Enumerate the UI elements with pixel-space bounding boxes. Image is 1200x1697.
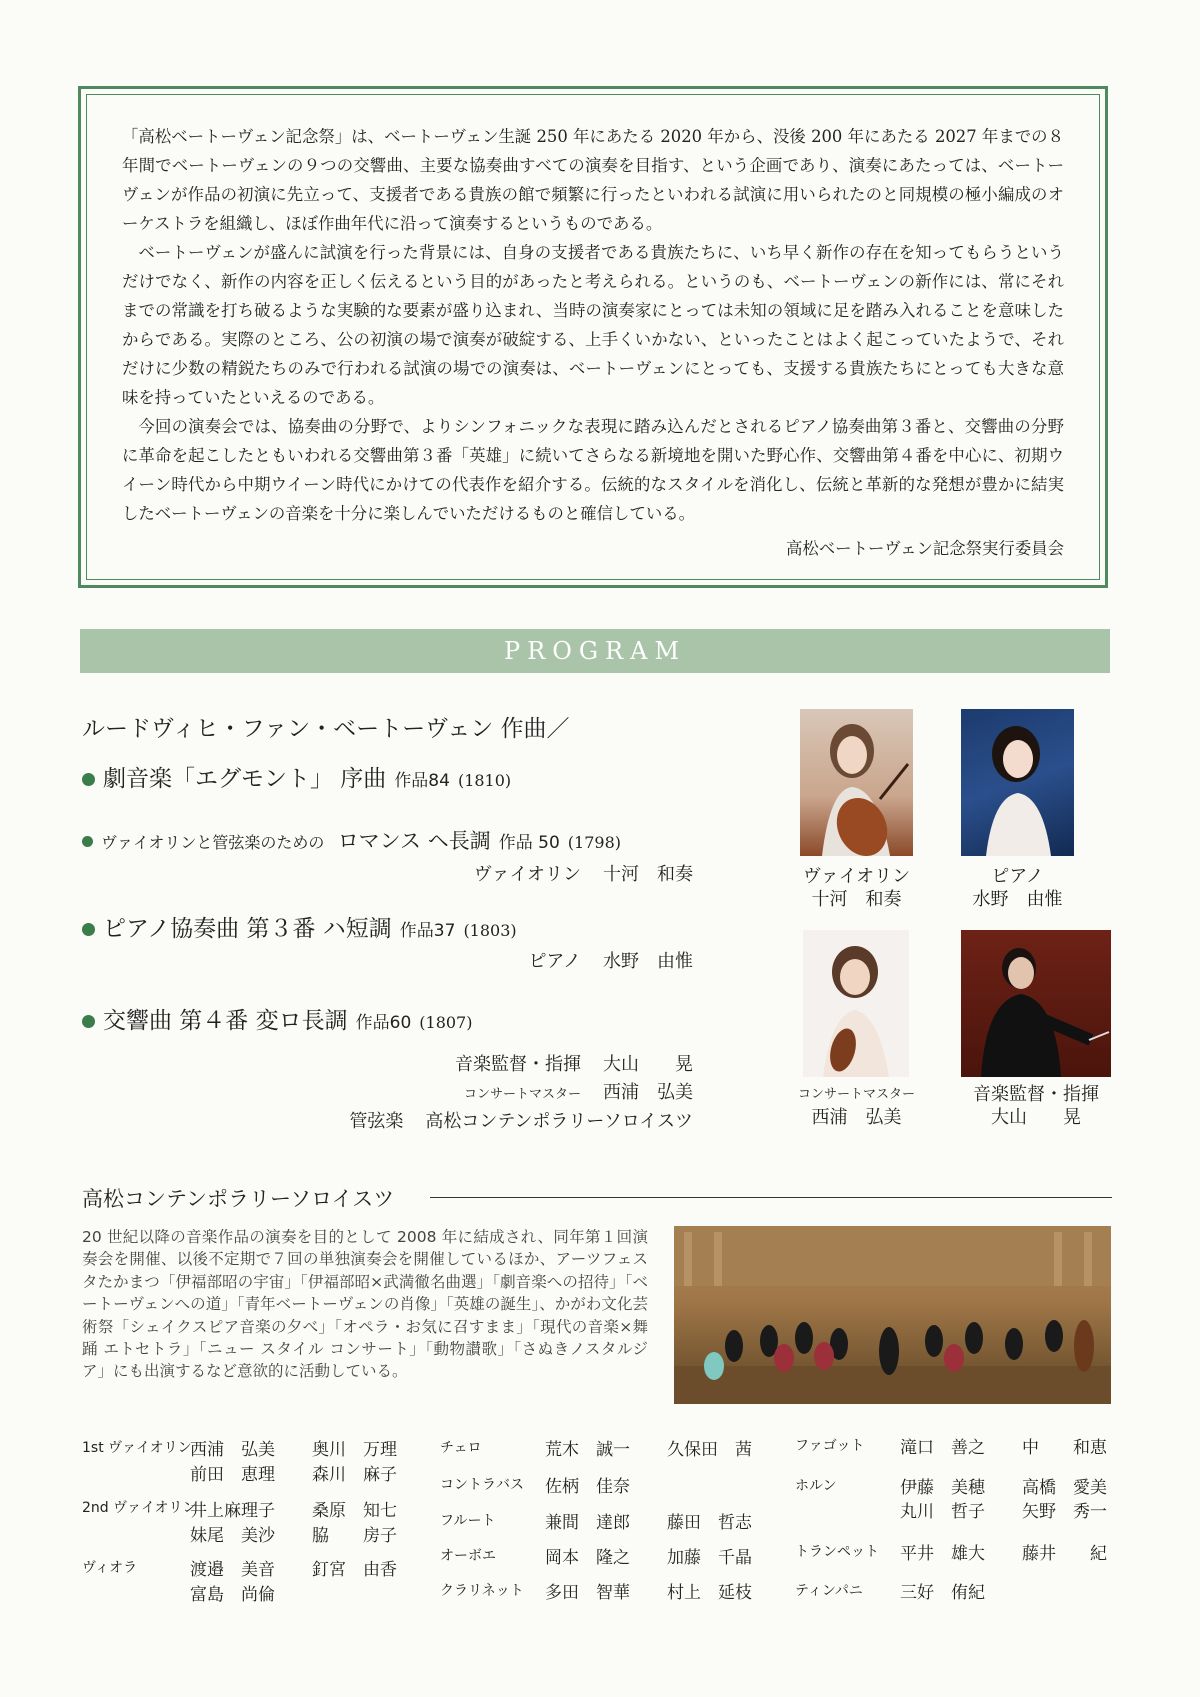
roster-label-oboe: オーボエ (440, 1548, 496, 1564)
caption-role: ヴァイオリン (802, 866, 911, 887)
intro-paragraph: ベートーヴェンが盛んに試演を行った背景には、自身の支援者である貴族たちに、いち早く新作の存在を知ってもらうというだけでなく、新作の内容を正しく伝えるという目的があったと考えられる。というのも、ベートーヴェンの新作には、常にそれまでの常識を打ち破るような実験的な要素が盛り込まれ、当時の演奏家にとっては未知の領域に足を踏み入れることを意味したからである。実際のところ、公の初演の場で演奏が破綻する、上手くいかない、といったことはよく起こっていたようで、それだけに少数の精鋭たちのみで行われる試演の場での演奏は、ベートーヴェンにとっても、支援する貴族たちにとっても大きな意味を持っていたといえるのである。 (122, 243, 1064, 407)
roster-member: 三好 侑紀 (900, 1583, 985, 1603)
performer-role: 管弦楽 (349, 1111, 404, 1132)
intro-paragraph: 「高松ベートーヴェン記念祭」は、ベートーヴェン生誕 250 年にあたる 2020 年から、没後 200 年にあたる 2027 年までの８年間でベートーヴェンの９つの交響曲、主要な協奏曲すべての演奏を目指す、という企画であり、演奏にあたっては、ベートーヴェンが作品の初演に先立って、支援者である貴族の館で頻繁に行ったといわれる試演に用いられたのと同規模の極小編成のオーケストラを組織し、ほぼ作曲年代に沿って演奏するというものである。 (122, 127, 1064, 233)
roster-member: 西浦 弘美 (190, 1440, 275, 1460)
program-piece-romance (82, 825, 621, 855)
roster-label-trumpet: トランペット (795, 1544, 879, 1560)
bullet-icon (82, 773, 95, 786)
roster-member: 森川 麻子 (312, 1465, 397, 1485)
program-piece-piano-concerto (82, 910, 517, 943)
bullet-icon (82, 836, 93, 847)
concertmaster-caption (790, 1083, 923, 1129)
roster-member: 脇 房子 (312, 1526, 397, 1546)
caption-name: 十河 和奏 (811, 889, 902, 910)
performer-concertmaster (464, 1078, 693, 1104)
performer-role: ピアノ (528, 951, 581, 972)
performer-role: ヴァイオリン (473, 864, 581, 885)
violinist-photo (800, 709, 913, 856)
roster-member: 藤井 紀 (1022, 1544, 1107, 1564)
roster-label-fagotto: ファゴット (795, 1438, 865, 1454)
roster-label-2nd-violin: 2nd ヴァイオリン (82, 1500, 197, 1516)
roster-label-contrabass: コントラバス (440, 1477, 524, 1493)
performer-conductor (455, 1050, 693, 1076)
roster-member: 中 和恵 (1022, 1438, 1107, 1458)
orchestra-photo (674, 1226, 1111, 1404)
piece-opus: 作品37 (399, 921, 456, 941)
piece-year: (1807) (419, 1013, 473, 1032)
performer-violin (474, 860, 693, 886)
intro-paragraph: 今回の演奏会では、協奏曲の分野で、よりシンフォニックな表現に踏み込んだとされるピアノ協奏曲第３番と、交響曲の分野に革命を起こしたともいわれる交響曲第３番「英雄」に続いてさらなる新境地を開いた野心作、交響曲第４番を中心に、初期ウイーン時代から中期ウイーン時代にかけての代表作を紹介する。伝統的なスタイルを消化し、伝統と革新的な発想が豊かに結実したベートーヴェンの音楽を十分に楽しんでいただけるものと確信している。 (122, 417, 1064, 523)
piece-opus: 作品 50 (498, 833, 560, 853)
roster-member: 妹尾 美沙 (190, 1526, 275, 1546)
piece-year: (1803) (463, 921, 517, 940)
program-banner: PROGRAM (80, 629, 1110, 673)
caption-name: 水野 由惟 (972, 889, 1063, 910)
pianist-photo (961, 709, 1074, 856)
piece-year: (1798) (567, 833, 621, 852)
roster-member: 丸川 哲子 (900, 1502, 985, 1522)
roster-member: 前田 恵理 (190, 1465, 275, 1485)
violinist-caption (790, 865, 923, 911)
roster-member: 渡邉 美音 (190, 1560, 275, 1580)
roster-member: 滝口 善之 (900, 1438, 985, 1458)
roster-label-flute: フルート (440, 1513, 496, 1529)
roster-member: 富島 尚倫 (190, 1585, 275, 1605)
pianist-caption (951, 865, 1084, 911)
performer-name: 十河 和奏 (603, 864, 693, 885)
performer-orchestra (349, 1107, 693, 1133)
piece-title: ピアノ協奏曲 第３番 ハ短調 (103, 916, 392, 942)
piece-title: 交響曲 第４番 変ロ長調 (103, 1008, 348, 1034)
roster-member: 伊藤 美穂 (900, 1478, 985, 1498)
piece-opus: 作品84 (394, 771, 450, 791)
roster-member: 矢野 秀一 (1022, 1502, 1107, 1522)
roster-member: 高橋 愛美 (1022, 1478, 1107, 1498)
roster-member: 平井 雄大 (900, 1544, 985, 1564)
roster-member: 村上 延枝 (667, 1583, 752, 1603)
concertmaster-photo (803, 930, 909, 1077)
caption-role: ピアノ (991, 866, 1044, 887)
roster-member: 奥川 万理 (312, 1440, 397, 1460)
piece-year: (1810) (457, 771, 512, 790)
piece-title: ロマンス ヘ長調 (337, 829, 491, 853)
caption-name: 大山 晃 (991, 1107, 1081, 1128)
ensemble-title-rule (430, 1197, 1112, 1198)
ensemble-description: 20 世紀以降の音楽作品の演奏を目的として 2008 年に結成され、同年第１回演奏会を開催、以後不定期で７回の単独演奏会を開催しているほか、アーツフェスタたかまつ「伊福部昭の宇宙」「伊福部昭×武満徹名曲選」「劇音楽への招待」「ベートーヴェンへの道」「青年ベートーヴェンの肖像」「英雄の誕生」、かがわ文化芸術祭「シェイクスピア音楽の夕べ」「オペラ・お気に召すまま」「現代の音楽×舞踊 エトセトラ」「ニュー スタイル コンサート」「動物讃歌」「さぬきノスタルジア」にも出演するなど意欲的に活動している。 (82, 1228, 648, 1381)
intro-text (122, 122, 1064, 563)
performer-name: 西浦 弘美 (603, 1082, 693, 1103)
roster-label-horn: ホルン (795, 1478, 837, 1494)
roster-member: 釘宮 由香 (312, 1560, 397, 1580)
program-piece-egmont (82, 760, 511, 793)
roster-label-clarinet: クラリネット (440, 1583, 524, 1599)
composer-heading: ルードヴィヒ・ファン・ベートーヴェン 作曲／ (82, 716, 570, 742)
performer-piano (528, 947, 693, 973)
performer-role: 音楽監督・指揮 (455, 1054, 581, 1075)
caption-name: 西浦 弘美 (811, 1107, 902, 1128)
ensemble-title: 高松コンテンポラリーソロイスツ (82, 1187, 395, 1211)
piece-prefix: ヴァイオリンと管弦楽のための (101, 833, 325, 852)
conductor-photo (961, 930, 1111, 1077)
piece-opus: 作品60 (355, 1013, 412, 1033)
roster-label-1st-violin: 1st ヴァイオリン (82, 1440, 192, 1456)
bullet-icon (82, 1015, 95, 1028)
intro-signature: 高松ベートーヴェン記念祭実行委員会 (786, 539, 1064, 558)
performer-name: 水野 由惟 (603, 951, 693, 972)
roster-member: 桑原 知七 (312, 1501, 397, 1521)
roster-member: 佐柄 佳奈 (545, 1477, 630, 1497)
roster-member: 加藤 千晶 (667, 1548, 752, 1568)
caption-role: コンサートマスター (797, 1087, 915, 1102)
roster-label-cello: チェロ (440, 1440, 482, 1456)
conductor-caption (966, 1083, 1106, 1129)
roster-member: 兼間 達郎 (545, 1513, 630, 1533)
performer-name: 高松コンテンポラリーソロイスツ (425, 1111, 693, 1132)
performer-role: コンサートマスター (463, 1087, 581, 1102)
roster-member: 荒木 誠一 (545, 1440, 630, 1460)
roster-label-timpani: ティンパニ (795, 1583, 863, 1599)
piece-title: 劇音楽「エグモント」 序曲 (103, 766, 387, 792)
bullet-icon (82, 923, 95, 936)
program-piece-symphony4 (82, 1002, 472, 1035)
caption-role: 音楽監督・指揮 (973, 1084, 1099, 1105)
performer-name: 大山 晃 (603, 1054, 693, 1075)
roster-member: 藤田 哲志 (667, 1513, 752, 1533)
roster-label-viola: ヴィオラ (82, 1560, 138, 1576)
roster-member: 久保田 茜 (667, 1440, 752, 1460)
roster-member: 多田 智華 (545, 1583, 630, 1603)
roster-member: 岡本 隆之 (545, 1548, 630, 1568)
roster-member: 井上麻理子 (190, 1501, 275, 1521)
